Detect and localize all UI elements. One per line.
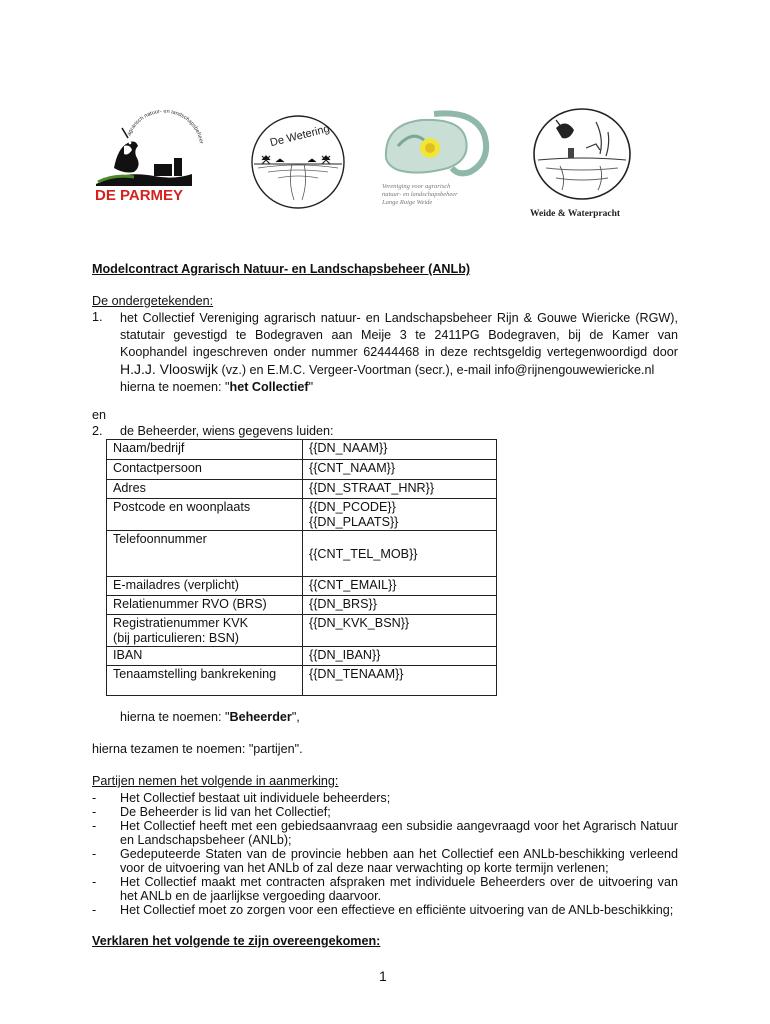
table-label: Naam/bedrijf [107, 440, 303, 460]
party1-line2: statutair gevestigd te Bodegraven aan Meije 3 te 2411PG Bodegraven, bij de Kamer van [120, 328, 678, 342]
parmey-arc-text: agrarisch natuur- en landschapsbeheer [126, 110, 205, 145]
party1-line4 [120, 361, 678, 379]
signatories-heading: De ondergetekenden: [92, 294, 214, 308]
parties-together: hierna tezamen te noemen: "partijen". [92, 742, 303, 756]
table-row [107, 460, 497, 480]
bullet: - [92, 847, 97, 861]
bullet: - [92, 875, 97, 889]
table-row [107, 666, 497, 696]
table-label: E-mailadres (verplicht) [107, 577, 303, 596]
weide-waterpracht-logo [526, 108, 644, 220]
table-label: Contactpersoon [107, 460, 303, 480]
table-value: {{CNT_NAAM}} [303, 460, 497, 480]
vereniging-line3: Lange Ruige Weide [382, 199, 433, 206]
table-label: Postcode en woonplaats [107, 499, 303, 531]
party2-number: 2. [92, 424, 103, 438]
table-label: Registratienummer KVK (bij particulieren: BSN) [107, 615, 303, 647]
table-label: Relatienummer RVO (BRS) [107, 596, 303, 615]
table-row [107, 480, 497, 499]
list-item: Het Collectief moet zo zorgen voor een effectieve en efficiënte uitvoering van de ANLb-beschikking; [120, 903, 674, 917]
beheerder-details-table [106, 439, 497, 696]
wetering-name: De Wetering [268, 122, 331, 150]
table-value: {{DN_NAAM}} [303, 440, 497, 460]
agreed-heading: Verklaren het volgende te zijn overeengekomen: [92, 934, 381, 948]
table-row [107, 647, 497, 666]
considerations-heading: Partijen nemen het volgende in aanmerking: [92, 774, 339, 788]
table-value: {{DN_PCODE}} {{DN_PLAATS}} [303, 499, 497, 531]
party1-line1: het Collectief Vereniging agrarisch natuur- en Landschapsbeheer Rijn & Gouwe Wiericke (RGW), [120, 311, 678, 325]
party2-text: de Beheerder, wiens gegevens luiden: [120, 424, 334, 438]
table-value: {{DN_TENAAM}} [303, 666, 497, 696]
list-item: Het Collectief maakt met contracten afspraken met individuele Beheerders over de uitvoering van het ANLb en de jaarlijkse vergoeding daarvoor. [120, 875, 678, 903]
page-number: 1 [379, 968, 387, 984]
table-row [107, 615, 497, 647]
table-value: {{DN_BRS}} [303, 596, 497, 615]
de-wetering-logo [248, 112, 348, 212]
table-label: Telefoonnummer [107, 531, 303, 577]
party1-line3: Koophandel ingeschreven onder nummer 62444468 in deze rechtsgeldig vertegenwoordigd door [120, 345, 678, 359]
vereniging-lange-ruige-weide-logo [378, 110, 494, 208]
list-item: De Beheerder is lid van het Collectief; [120, 805, 331, 819]
table-row [107, 499, 497, 531]
svg-text:agrarisch natuur- en landschap [126, 110, 204, 144]
table-value: {{CNT_TEL_MOB}} [303, 531, 497, 577]
table-label: Adres [107, 480, 303, 499]
bullet: - [92, 903, 97, 917]
table-label: Tenaamstelling bankrekening [107, 666, 303, 696]
bullet: - [92, 791, 97, 805]
table-row [107, 440, 497, 460]
table-row [107, 596, 497, 615]
collectief-term: het Collectief [229, 380, 309, 394]
document-title: Modelcontract Agrarisch Natuur- en Landschapsbeheer (ANLb) [92, 262, 471, 276]
bullet: - [92, 819, 97, 833]
table-value: {{DN_KVK_BSN}} [303, 615, 497, 647]
beheerder-term: Beheerder [229, 710, 292, 724]
party1-line4-rest: (vz.) en E.M.C. Vergeer-Voortman (secr.), e-mail info@rijnengouwewiericke.nl [218, 363, 655, 377]
list-item: Het Collectief heeft met een gebiedsaanvraag een subsidie aangevraagd voor het Agrarisch Natuur en Landschapsbeheer (ANLb); [120, 819, 678, 847]
vereniging-line2: natuur- en landschapsbeheer [382, 191, 458, 198]
weide-name: Weide & Waterpracht [530, 209, 621, 219]
en-connector: en [92, 408, 107, 422]
beheerder-term-line: hierna te noemen: "Beheerder", [120, 710, 300, 724]
party1-block [120, 310, 678, 396]
list-item: Gedeputeerde Staten van de provincie hebben aan het Collectief een ANLb-beschikking verleend voor de uitvoering van het ANLb of zal deze naar verwachting op korte termijn verlenen; [120, 847, 678, 875]
party1-line5: hierna te noemen: "het Collectief" [120, 380, 314, 394]
table-value: {{DN_STRAAT_HNR}} [303, 480, 497, 499]
parmey-name: DE PARMEY [95, 187, 184, 204]
chairman-name: H.J.J. Vlooswijk [120, 361, 219, 377]
table-row [107, 577, 497, 596]
de-parmey-logo [94, 110, 206, 205]
list-item: Het Collectief bestaat uit individuele beheerders; [120, 791, 391, 805]
vereniging-line1: Vereniging voor agrarisch [382, 183, 451, 190]
table-value: {{CNT_EMAIL}} [303, 577, 497, 596]
bullet: - [92, 805, 97, 819]
table-label: IBAN [107, 647, 303, 666]
table-row [107, 531, 497, 577]
party1-number: 1. [92, 310, 103, 324]
table-value: {{DN_IBAN}} [303, 647, 497, 666]
